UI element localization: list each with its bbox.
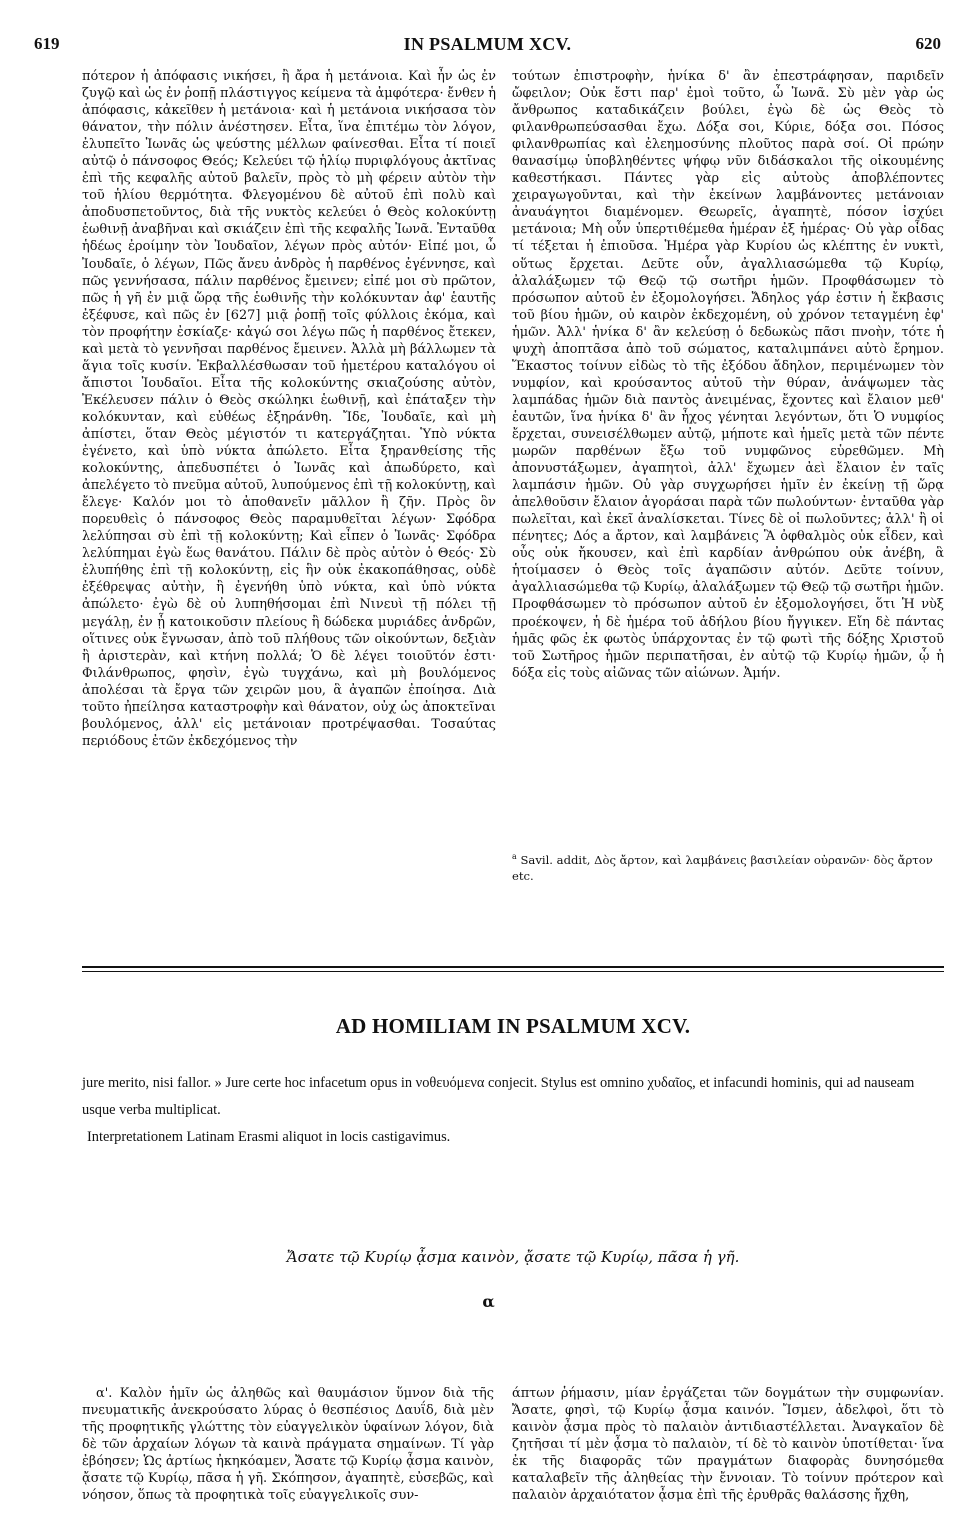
running-title: IN PSALMUM XCV. xyxy=(403,34,572,54)
running-header xyxy=(34,34,941,58)
section-title: AD HOMILIAM IN PSALMUM XCV. xyxy=(335,1014,691,1038)
section-rule-top xyxy=(82,966,944,968)
editorial-notes xyxy=(82,1070,944,1151)
footnote-text: Savil. addit, Δὸς ἄρτον, καὶ λαμβάνεις βασιλείαν οὐρανῶν· δὸς ἄρτον etc. xyxy=(512,852,933,883)
section-ornament: α xyxy=(482,1292,495,1311)
left-column xyxy=(82,68,496,750)
bottom-right-text: άπτων ῥήμασιν, μίαν ἐργάζεται τῶν δογμάτων τὴν συμφωνίαν. Ἄσατε, φησὶ, τῷ Κυρίῳ ᾆσμα καινόν. Ἴσμεν, ἀδελφοὶ, ὅτι τὸ καινὸν ᾆσμα πρὸς τὸ παλαιὸν ἀντιδιαστέλλεται. Ἀναγκαῖον δὲ ζητῆσαι τί μὲν ᾆσμα τὸ παλαιὸν, τί δὲ τὸ καινὸν ὑποτίθεται· ἵνα ἐκ τῆς διαφορᾶς τῶν πραγμάτων διαφορὰς δυνησόμεθα καταλαβεῖν τῆς ἀληθείας τὴν ἔννοιαν. Τὸ τοίνυν πρότερον καὶ παλαιὸν ἀρχαιότατον ᾆσμα ἐπὶ τῆς ἐρυθρᾶς θαλάσσης ἤχθη, xyxy=(512,1386,944,1504)
right-column-text: τούτων ἐπιστροφὴν, ἡνίκα δ' ἂν ἐπεστράφησαν, παριδεῖν ὤφειλον; Οὐκ ἔστι παρ' ἐμοὶ τοῦτο, ὦ Ἰωνᾶ. Σὺ μὲν γὰρ ὡς ἄνθρωπος καταδικάζειν βούλει, ἐγὼ δὲ ὡς Θεὸς τὸ φιλανθρωπεύσασθαι ἔχω. Δόξα σοι, Κύριε, δόξα σοι. Πόσος φιλανθρωπίας καὶ ἐλεημοσύνης πλοῦτος παρὰ σοί. Οἱ πρώην θανασίμῳ ὑποβληθέντες ψήφῳ νῦν διδάσκαλοι τῆς οἰκουμένης καθεστήκασι. Πάντες γὰρ εἰς αὐτοὺς ἀποβλέποντες χειραγωγοῦνται, καὶ τὴν ἐκείνων λαμβάνοντες μετάνοιαν ἀναυάγητοι διαμένομεν. Θεωρεῖς, ἀγαπητὲ, πόσον ἰσχύει μετάνοια; Μὴ οὖν ὑπερτιθέμεθα ἡμέραν ἐξ ἡμέρας· Οὐ γὰρ οἶδας τί τέξεται ἡ ἐπιοῦσα. Ἡμέρα γὰρ Κυρίου ὡς κλέπτης ἐν νυκτὶ, οὕτως ἔρχεται. Δεῦτε οὖν, ἀγαλλιασώμεθα τῷ Κυρίῳ, ἀλαλάξωμεν τῷ Θεῷ τῷ σωτῆρι ἡμῶν. Προφθάσωμεν τὸ πρόσωπον αὐτοῦ ἐν ἐξομολογήσει. Ἄδηλος γάρ ἐστιν ἡ ἔκβασις τοῦ βίου ἡμῶν, οὐ καιρὸν ἐκδεχομένη, οὐ χρόνον τεταγμένη ἐφ' ἡμῶν. Ἀλλ' ἡνίκα δ' ἂν κελεύσῃ ὁ δεδωκὼς πᾶσι πνοὴν, τότε ἡ ψυχὴ ἀποπτᾶσα ἀπὸ τοῦ σώματος, καταλιμπάνει αὐτὸ ἔρημον. Ἕκαστος τοίνυν εἰδὼς τὸ τῆς ἐξόδου ἄδηλον, περιμένωμεν τὸν νυμφίον, καὶ κρούσαντος αὐτοῦ τὴν θύραν, ἀνάψωμεν τὰς λαμπάδας ἡμῶν διὰ παντὸς ἀνειμένας, ἔχοντες καὶ ἔλαιον μεθ' ἑαυτῶν, ἵνα ἡνίκα δ' ἂν ἦχος γένηται λεγόντων, ὅτι Ὁ νυμφίος ἔρχεται, συνεισέλθωμεν αὐτῷ, μήποτε καὶ ἡμεῖς μετὰ τῶν πέντε μωρῶν παρθένων ἔξω τοῦ νυμφῶνος εὑρεθῶμεν. Μὴ ἀπονυστάξωμεν, ἀγαπητοὶ, ἀλλ' ἔχωμεν ἀεὶ ἔλαιον ἐν ταῖς λαμπάσιν ἡμῶν. Οὐ γὰρ συγχωρήσει ἡμῖν ἐν ἐκείνῃ τῇ ὥρᾳ ἀπελθοῦσιν ἔλαιον ἀγοράσαι παρὰ τῶν πωλούντων· ἐνταῦθα γὰρ πωλεῖται, καὶ ἐκεῖ ἀναλίσκεται. Τίνες δὲ οἱ πωλοῦντες; ἀλλ' ἢ οἱ πένητες; Δός a ἄρτον, καὶ λαμβάνεις Ἃ ὀφθαλμὸς οὐκ εἶδεν, καὶ οὖς οὐκ ἤκουσεν, καὶ ἐπὶ καρδίαν ἀνθρώπου οὐκ ἀνέβη, ἃ ἡτοίμασεν ὁ Θεὸς τοῖς ἀγαπῶσιν αὐτόν. Δεῦτε τοίνυν, ἀγαλλιασώμεθα τῷ Κυρίῳ, ἀλαλάξωμεν τῷ Θεῷ τῷ σωτῆρι ἡμῶν. Προφθάσωμεν τὸ πρόσωπον αὐτοῦ ἐν ἐξομολογήσει, ὅτι Ἡ νὺξ προέκοψεν, ἡ δὲ ἡμέρα τοῦ ἀδήλου βίου ἤγγικεν. Εἴη δὲ πάντας ἡμᾶς φῶς ἐκ φωτὸς ὑπάρχοντας ἐν τῷ φωτὶ τῆς δόξης Χριστοῦ τοῦ Σωτῆρος ἡμῶν περιπατῆσαι, ἐν αὐτῷ τῷ Κυρίῳ ἡμῶν, ᾧ ἡ δόξα εἰς τοὺς αἰῶνας τῶν αἰώνων. Ἀμήν. xyxy=(512,69,944,681)
right-column xyxy=(512,68,944,682)
page-number-left: 619 xyxy=(34,34,60,53)
notes-line-1: jure merito, nisi fallor. » Jure certe hoc infacetum opus in νοθευόμενα conjecit. Stylus est omnino χυδαῖος, et infacundi hominis, qui ad nauseam usque verba multiplicat. xyxy=(82,1075,915,1118)
section-rule-bottom xyxy=(82,971,944,972)
bottom-right-column xyxy=(512,1385,944,1504)
footnote-mark: a xyxy=(512,852,517,861)
notes-line-2: Interpretationem Latinam Erasmi aliquot in locis castigavimus. xyxy=(87,1129,451,1145)
page-number-right: 620 xyxy=(915,34,941,53)
psalm-verse: Ἄσατε τῷ Κυρίῳ ᾆσμα καινὸν, ᾄσατε τῷ Κυρίῳ, πᾶσα ἡ γῆ. xyxy=(286,1248,740,1266)
bottom-left-text: α'. Καλὸν ἡμῖν ὡς ἀληθῶς καὶ θαυμάσιον ὕμνον διὰ τῆς πνευματικῆς ἀνεκρούσατο λύρας ὁ θεσπέσιος Δαυΐδ, διὰ μὲν τῆς προφητικῆς γλώττης τὸν εὐαγγελικὸν ὑφαίνων λόγον, διὰ δὲ τῶν ἀρχαίων λόγων τὰ καινὰ πράγματα σημαίνων. Τί γὰρ ἐβόησεν; Ὡς ἀρτίως ἠκηκόαμεν, Ἄσατε τῷ Κυρίῳ ᾆσμα καινὸν, ᾄσατε τῷ Κυρίῳ, πᾶσα ἡ γῆ. Σκόπησον, ἀγαπητὲ, εὐσεβῶς, καὶ νόησον, ὅπως τὰ προφητικὰ τοῖς εὐαγγελικοῖς συν- xyxy=(82,1386,494,1504)
footnote xyxy=(512,849,944,884)
left-column-text: πότερον ἡ ἀπόφασις νικήσει, ἢ ἄρα ἡ μετάνοια. Καὶ ἦν ὡς ἐν ζυγῷ καὶ ὡς ἐν ῥοπῇ πλάστιγγος κείμενα τὰ ἀμφότερα· ἔνθεν ἡ ἀπόφασις, κἀκεῖθεν ἡ μετάνοια· καὶ ἡ μετάνοια νικήσασα τὸν θάνατον, τὴν πόλιν ἀνέστησεν. Εἶτα, ἵνα ἐπιτέμω τὸν λόγον, ἐλυπεῖτο Ἰωνᾶς ὡς ψεύστης μέλλων φαίνεσθαι. Εἶτα τί ποιεῖ αὐτῷ ὁ πάνσοφος Θεός; Κελεύει τῷ ἡλίῳ πυριφλόγους ἀκτῖνας ἐπὶ τῆς κεφαλῆς αὐτοῦ βαλεῖν, πρὸς τὸ μὴ φέρειν αὐτὸν τὴν τοῦ ἡλίου θερμότητα. Φλεγομένου δὲ αὐτοῦ ἐπὶ πολὺ καὶ ἀποδυσπετοῦντος, διὰ τῆς νυκτὸς κελεύει ὁ Θεὸς κολοκύντῃ ἑωθινῇ ἀναβῆναι καὶ σκιάζειν ἐπὶ τῆς κεφαλῆς Ἰωνᾶ. Ἐνταῦθα ἡδέως ἐροίμην τὸν Ἰουδαῖον, λέγων πρὸς αὐτόν· Εἰπέ μοι, ὦ Ἰουδαῖε, ὁ λέγων, Πῶς ἄνευ ἀνδρὸς ἡ παρθένος ἐγέννησε, καὶ πῶς γεννήσασα, πάλιν παρθένος ἔμεινεν; εἰπέ μοι σὺ πρῶτον, πῶς ἡ γῆ ἐν μιᾷ ὥρᾳ τῆς ἑωθινῆς τὴν κολόκυνταν ἀφ' ἑαυτῆς ἐξέφυσε, καὶ πῶς ἐν [627] μιᾷ ῥοπῇ τοῖς φύλλοις ἐκόμα, καὶ τὸν προφήτην ἐσκίαζε· κἀγώ σοι λέγω πῶς ἡ παρθένος ἔτεκεν, καὶ μετὰ τὸ γεννῆσαι παρθένος ἔμεινεν. Ἀλλὰ μὴ βάλλωμεν τὰ ἅγια τοῖς κυσίν. Ἐκβαλλέσθωσαν τοῦ ἡμετέρου καταλόγου οἱ ἄπιστοι Ἰουδαῖοι. Εἶτα τῆς κολοκύντης σκιαζούσης αὐτὸν, Ἐκέλευσεν πάλιν ὁ Θεὸς σκώληκι ἑωθινῇ, καὶ ἐπάταξεν τὴν κολόκυνταν, καὶ εὐθέως ἐξηράνθη. Ἴδε, Ἰουδαῖε, καὶ μὴ ἀπίστει, ὅταν Θεὸς μέγιστόν τι κατεργάζηται. Ὑπὸ νύκτα ἐγένετο, καὶ ὑπὸ νύκτα ἀπώλετο. Εἶτα ξηρανθείσης τῆς κολοκύντης, ἀπεδυσπέτει ὁ Ἰωνᾶς καὶ ἀπωδύρετο, καὶ ἀπελέγετο τὸ πνεῦμα αὐτοῦ, λυπούμενος ἐπὶ τῇ κολοκύντῃ, καὶ ἔλεγε· Καλόν μοι τὸ ἀποθανεῖν μᾶλλον ἢ ζῆν. Πρὸς ὃν πορευθεὶς ὁ πάνσοφος Θεὸς παραμυθεῖται λέγων· Σφόδρα λελύπησαι σὺ ἐπὶ τῇ κολοκύντῃ; Καὶ εἶπεν ὁ Ἰωνᾶς· Σφόδρα λελύπημαι ἐγὼ ἕως θανάτου. Πάλιν δὲ πρὸς αὐτὸν ὁ Θεός· Σὺ ἐλυπήθης ἐπὶ τῇ κολοκύντῃ, εἰς ἣν οὐκ ἐκακοπάθησας, οὐδὲ ἐξέθρεψας αὐτὴν, ἣ ἐγενήθη ὑπὸ νύκτα, καὶ ὑπὸ νύκτα ἀπώλετο· ἐγὼ δὲ οὐ λυπηθήσομαι ἐπὶ Νινευὶ τῇ πόλει τῇ μεγάλῃ, ἐν ᾗ κατοικοῦσιν πλείους ἢ δώδεκα μυριάδες ἀνδρῶν, οἵτινες οὐκ ἔγνωσαν, ἀπὸ τοῦ πλήθους τῶν οἰκούντων, δεξιὰν ἢ ἀριστερὰν, καὶ κτήνη πολλά; Ὁ δὲ λέγει τοιοῦτόν ἐστι· Φιλάνθρωπος, φησὶν, ἐγὼ τυγχάνω, καὶ μὴ βουλόμενος ἀπολέσαι τὰ ἔργα τῶν χειρῶν μου, ἃ ἀγαπῶν ἐποίησα. Διὰ τοῦτο ἠπείλησα καταστροφὴν καὶ θάνατον, οὐχ ὡς ἀποκτεῖναι βουλόμενος, ἀλλ' εἰς μετάνοιαν προτρέψασθαι. Τοσαύτας περιόδους ἐτῶν ἐκδεχόμενος τὴν xyxy=(82,69,497,749)
bottom-left-column xyxy=(82,1385,494,1504)
